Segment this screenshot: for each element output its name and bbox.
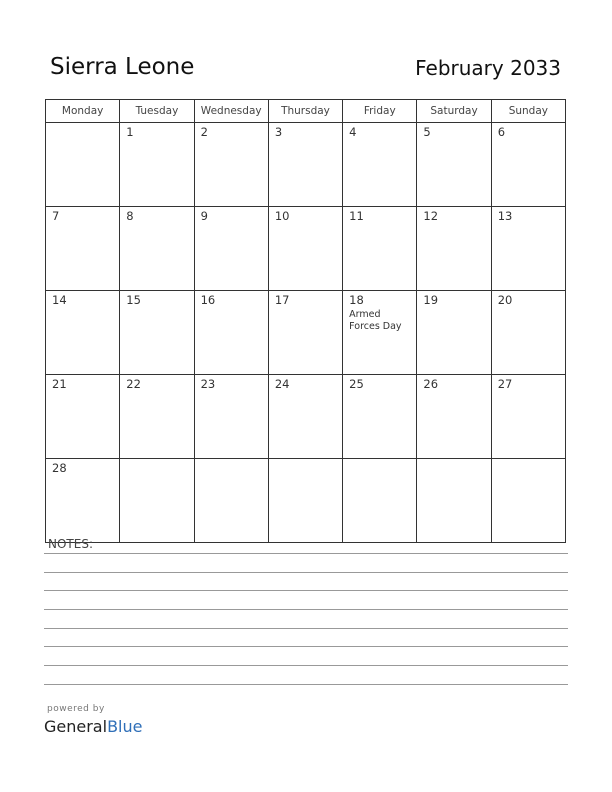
day-number: 17 bbox=[274, 293, 290, 307]
day-number: 19 bbox=[423, 293, 439, 307]
weekday-header-row bbox=[46, 100, 566, 123]
day-cell bbox=[268, 459, 342, 543]
notes-line bbox=[44, 665, 568, 666]
day-number: 24 bbox=[274, 377, 290, 391]
day-number: 23 bbox=[200, 377, 216, 391]
day-cell bbox=[417, 375, 491, 459]
day-number: 2 bbox=[200, 125, 208, 139]
week-row bbox=[46, 291, 566, 375]
day-cell bbox=[343, 123, 417, 207]
day-cell bbox=[194, 291, 268, 375]
generalblue-logo bbox=[44, 717, 142, 736]
weekday-sunday: Sunday bbox=[491, 100, 565, 123]
day-cell bbox=[46, 291, 120, 375]
day-number: 13 bbox=[497, 209, 513, 223]
day-cell bbox=[120, 459, 194, 543]
day-number: 4 bbox=[349, 125, 357, 139]
day-cell bbox=[194, 207, 268, 291]
country-title: Sierra Leone bbox=[50, 54, 195, 80]
notes-label: NOTES: bbox=[48, 537, 93, 551]
day-cell bbox=[46, 375, 120, 459]
notes-line bbox=[44, 628, 568, 629]
day-cell bbox=[491, 459, 565, 543]
day-number: 26 bbox=[423, 377, 439, 391]
day-number: 12 bbox=[423, 209, 439, 223]
day-cell bbox=[417, 123, 491, 207]
day-number: 1 bbox=[126, 125, 134, 139]
day-number: 27 bbox=[497, 377, 513, 391]
notes-line bbox=[44, 553, 568, 554]
day-cell bbox=[120, 207, 194, 291]
day-number: 18 bbox=[349, 293, 364, 307]
day-cell bbox=[343, 459, 417, 543]
day-cell bbox=[268, 375, 342, 459]
weekday-tuesday: Tuesday bbox=[120, 100, 194, 123]
day-number: 22 bbox=[126, 377, 141, 391]
week-row bbox=[46, 375, 566, 459]
day-cell bbox=[417, 459, 491, 543]
day-number: 21 bbox=[52, 377, 67, 391]
day-number: 11 bbox=[349, 209, 364, 223]
week-row bbox=[46, 207, 566, 291]
day-cell bbox=[120, 291, 194, 375]
calendar-grid bbox=[45, 99, 566, 543]
day-number: 28 bbox=[52, 461, 67, 475]
day-cell bbox=[46, 207, 120, 291]
day-cell bbox=[491, 375, 565, 459]
day-cell bbox=[268, 291, 342, 375]
brand-blue: Blue bbox=[107, 717, 143, 736]
week-row bbox=[46, 123, 566, 207]
day-cell bbox=[268, 123, 342, 207]
notes-line bbox=[44, 684, 568, 685]
day-cell bbox=[120, 375, 194, 459]
notes-line bbox=[44, 572, 568, 573]
day-cell bbox=[491, 291, 565, 375]
day-cell bbox=[268, 207, 342, 291]
day-cell bbox=[194, 375, 268, 459]
day-cell bbox=[46, 123, 120, 207]
week-row bbox=[46, 459, 566, 543]
day-number: 8 bbox=[126, 209, 134, 223]
day-number: 20 bbox=[497, 293, 513, 307]
weekday-thursday: Thursday bbox=[268, 100, 342, 123]
day-number: 6 bbox=[497, 125, 506, 139]
notes-line bbox=[44, 609, 568, 610]
day-cell bbox=[491, 207, 565, 291]
day-number: 10 bbox=[274, 209, 290, 223]
notes-line bbox=[44, 646, 568, 647]
day-cell bbox=[417, 291, 491, 375]
notes-line bbox=[44, 590, 568, 591]
day-cell bbox=[46, 459, 120, 543]
weekday-saturday: Saturday bbox=[417, 100, 491, 123]
day-cell bbox=[120, 123, 194, 207]
day-cell bbox=[343, 375, 417, 459]
brand-general: General bbox=[44, 717, 108, 736]
day-number: 14 bbox=[52, 293, 67, 307]
day-cell-holiday bbox=[343, 291, 417, 375]
weekday-monday: Monday bbox=[46, 100, 120, 123]
day-number: 3 bbox=[274, 125, 283, 139]
month-year-title: February 2033 bbox=[415, 56, 561, 80]
weekday-friday: Friday bbox=[343, 100, 417, 123]
day-cell bbox=[491, 123, 565, 207]
day-number: 15 bbox=[126, 293, 141, 307]
day-number: 25 bbox=[349, 377, 364, 391]
weekday-wednesday: Wednesday bbox=[194, 100, 268, 123]
day-cell bbox=[194, 459, 268, 543]
day-cell bbox=[343, 207, 417, 291]
powered-by-text: powered by bbox=[47, 704, 105, 714]
day-number: 7 bbox=[52, 209, 60, 223]
day-number: 5 bbox=[423, 125, 431, 139]
day-number: 16 bbox=[200, 293, 216, 307]
day-cell bbox=[417, 207, 491, 291]
day-cell bbox=[194, 123, 268, 207]
holiday-label: Armed Forces Day bbox=[349, 309, 402, 332]
day-number: 9 bbox=[200, 209, 208, 223]
